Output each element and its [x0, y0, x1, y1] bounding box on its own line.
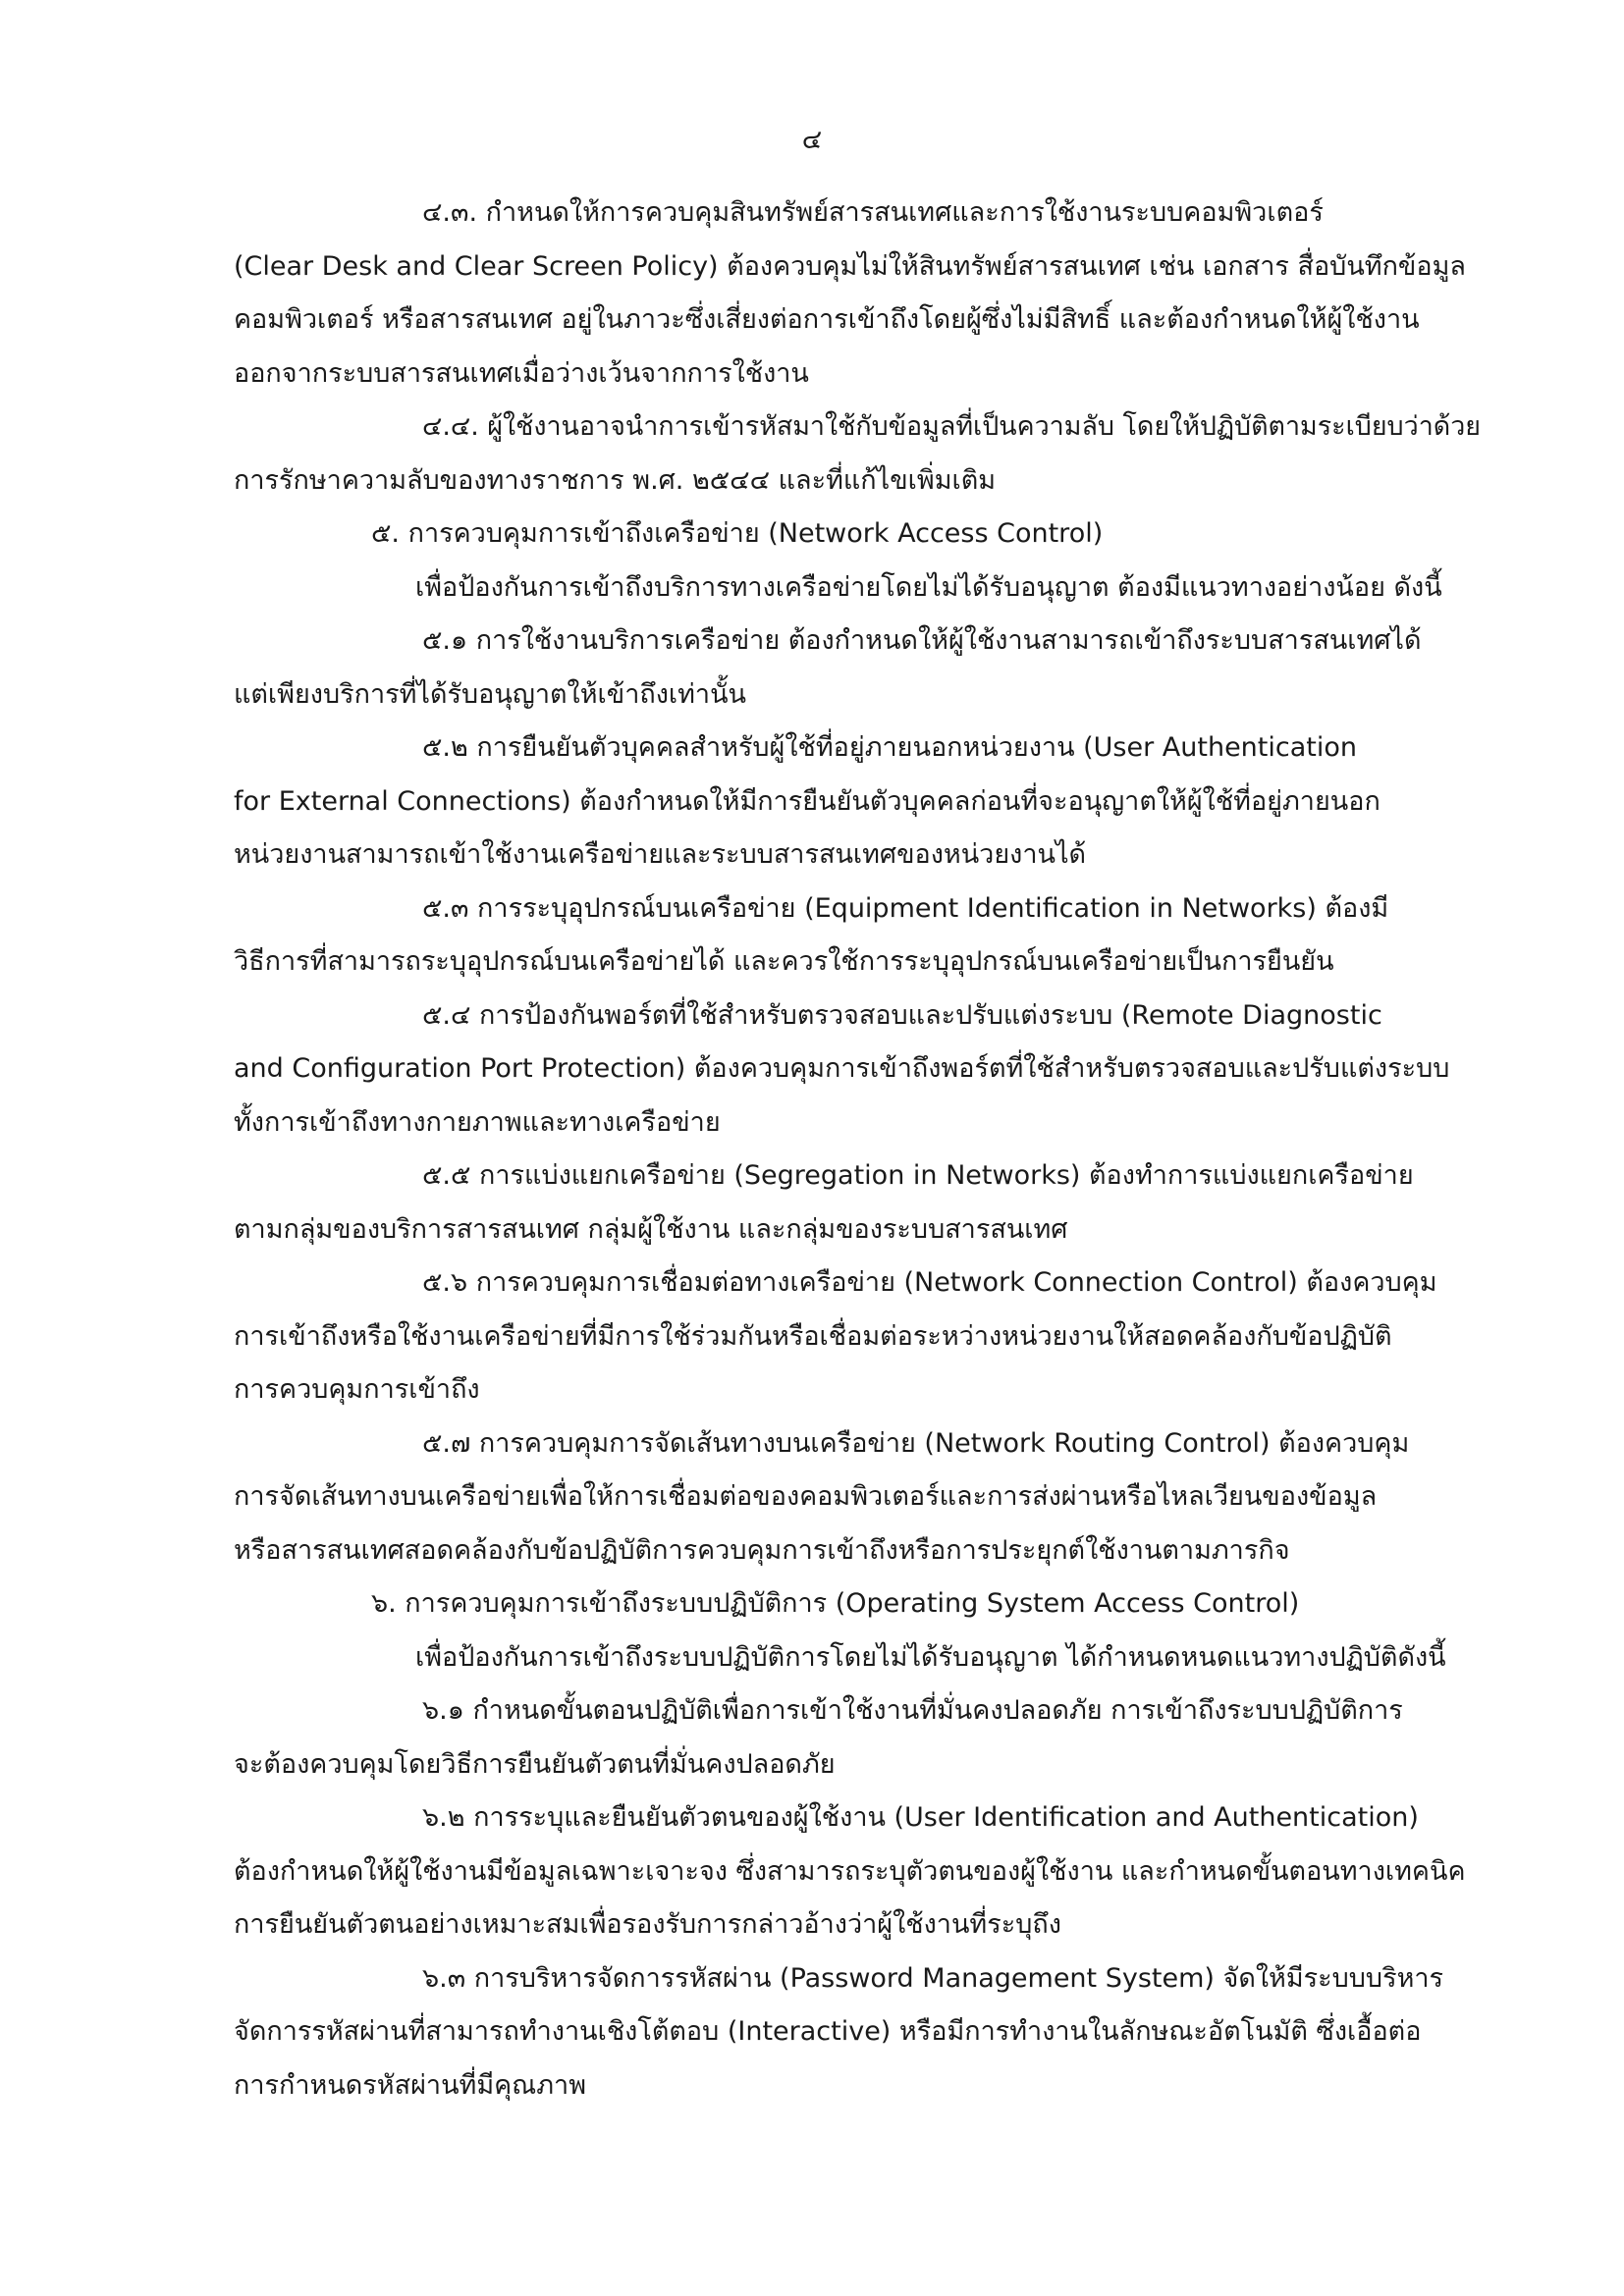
text-line: ๕. การควบคุมการเข้าถึงเครือข่าย (Network Access Control) — [371, 518, 1104, 549]
text-line: ๕.๒ การยืนยันตัวบุคคลสำหรับผู้ใช้ที่อยู่ภายนอกหน่วยงาน (User Authentication — [422, 732, 1357, 763]
page-number: ๔ — [801, 125, 823, 155]
text-line: ๕.๖ การควบคุมการเชื่อมต่อทางเครือข่าย (Network Connection Control) ต้องควบคุม — [422, 1267, 1437, 1298]
text-line: ๖.๒ การระบุและยืนยันตัวตนของผู้ใช้งาน (User Identification and Authentication) — [422, 1802, 1419, 1833]
text-line: (Clear Desk and Clear Screen Policy) ต้องควบคุมไม่ให้สินทรัพย์สารสนเทศ เช่น เอกสาร สื่อบันทึกข้อมูล — [234, 250, 1466, 282]
text-line: การควบคุมการเข้าถึง — [234, 1374, 480, 1405]
text-line: ๕.๕ การแบ่งแยกเครือข่าย (Segregation in Networks) ต้องทำการแบ่งแยกเครือข่าย — [422, 1160, 1414, 1191]
text-line: ๖. การควบคุมการเข้าถึงระบบปฏิบัติการ (Operating System Access Control) — [371, 1588, 1300, 1619]
text-line: เพื่อป้องกันการเข้าถึงระบบปฏิบัติการโดยไม่ได้รับอนุญาต ได้กำหนดหนดแนวทางปฏิบัติดังนี้ — [415, 1641, 1446, 1673]
text-line: คอมพิวเตอร์ หรือสารสนเทศ อยู่ในภาวะซึ่งเสี่ยงต่อการเข้าถึงโดยผู้ซึ่งไม่มีสิทธิ์ และต้องกำหนดให้ผู้ใช้งาน — [234, 304, 1420, 335]
text-line: ๖.๑ กำหนดขั้นตอนปฏิบัติเพื่อการเข้าใช้งานที่มั่นคงปลอดภัย การเข้าถึงระบบปฏิบัติการ — [422, 1695, 1403, 1726]
text-line: ๕.๗ การควบคุมการจัดเส้นทางบนเครือข่าย (Network Routing Control) ต้องควบคุม — [422, 1427, 1410, 1459]
text-line: ๔.๓. กำหนดให้การควบคุมสินทรัพย์สารสนเทศและการใช้งานระบบคอมพิวเตอร์ — [422, 197, 1324, 228]
text-line: ๕.๓ การระบุอุปกรณ์บนเครือข่าย (Equipment Identification in Networks) ต้องมี — [422, 892, 1389, 924]
text-line: ออกจากระบบสารสนเทศเมื่อว่างเว้นจากการใช้งาน — [234, 357, 809, 389]
text-line: หรือสารสนเทศสอดคล้องกับข้อปฏิบัติการควบคุมการเข้าถึงหรือการประยุกต์ใช้งานตามภารกิจ — [234, 1534, 1290, 1566]
text-line: การจัดเส้นทางบนเครือข่ายเพื่อให้การเชื่อมต่อของคอมพิวเตอร์และการส่งผ่านหรือไหลเวียนของข้อมูล — [234, 1481, 1378, 1512]
text-line: ตามกลุ่มของบริการสารสนเทศ กลุ่มผู้ใช้งาน และกลุ่มของระบบสารสนเทศ — [234, 1213, 1068, 1245]
text-line: การกำหนดรหัสผ่านที่มีคุณภาพ — [234, 2069, 586, 2101]
text-line: ทั้งการเข้าถึงทางกายภาพและทางเครือข่าย — [234, 1106, 721, 1138]
text-line: การรักษาความลับของทางราชการ พ.ศ. ๒๕๔๔ และที่แก้ไขเพิ่มเติม — [234, 464, 997, 496]
document-body — [234, 187, 1481, 2112]
text-line: การยืนยันตัวตนอย่างเหมาะสมเพื่อรองรับการกล่าวอ้างว่าผู้ใช้งานที่ระบุถึง — [234, 1909, 1061, 1940]
text-line: ๖.๓ การบริหารจัดการรหัสผ่าน (Password Management System) จัดให้มีระบบบริหาร — [422, 1962, 1444, 1994]
text-line: จะต้องควบคุมโดยวิธีการยืนยันตัวตนที่มั่นคงปลอดภัย — [234, 1748, 836, 1780]
text-line: เพื่อป้องกันการเข้าถึงบริการทางเครือข่ายโดยไม่ได้รับอนุญาต ต้องมีแนวทางอย่างน้อย ดังนี้ — [415, 571, 1442, 603]
text-line: หน่วยงานสามารถเข้าใช้งานเครือข่ายและระบบสารสนเทศของหน่วยงานได้ — [234, 839, 1087, 870]
text-line: ๕.๑ การใช้งานบริการเครือข่าย ต้องกำหนดให้ผู้ใช้งานสามารถเข้าถึงระบบสารสนเทศได้ — [422, 625, 1422, 656]
text-line: วิธีการที่สามารถระบุอุปกรณ์บนเครือข่ายได้ และควรใช้การระบุอุปกรณ์บนเครือข่ายเป็นการยืนยัน — [234, 946, 1334, 977]
text-line: ต้องกำหนดให้ผู้ใช้งานมีข้อมูลเฉพาะเจาะจง ซึ่งสามารถระบุตัวตนของผู้ใช้งาน และกำหนดขั้นตอนทางเทคนิค — [234, 1855, 1466, 1887]
text-line: ๕.๔ การป้องกันพอร์ตที่ใช้สำหรับตรวจสอบและปรับแต่งระบบ (Remote Diagnostic — [422, 999, 1382, 1031]
text-line: แต่เพียงบริการที่ได้รับอนุญาตให้เข้าถึงเท่านั้น — [234, 678, 747, 710]
text-line: and Configuration Port Protection) ต้องควบคุมการเข้าถึงพอร์ตที่ใช้สำหรับตรวจสอบและปรับแต่งระบบ — [234, 1053, 1450, 1084]
text-line: for External Connections) ต้องกำหนดให้มีการยืนยันตัวบุคคลก่อนที่จะอนุญาตให้ผู้ใช้ที่อยู่ภายนอก — [234, 785, 1380, 817]
text-line: การเข้าถึงหรือใช้งานเครือข่ายที่มีการใช้ร่วมกันหรือเชื่อมต่อระหว่างหน่วยงานให้สอดคล้องกับข้อปฏิบัติ — [234, 1320, 1392, 1352]
text-line: ๔.๔. ผู้ใช้งานอาจนำการเข้ารหัสมาใช้กับข้อมูลที่เป็นความลับ โดยให้ปฏิบัติตามระเบียบว่าด้วย — [422, 411, 1482, 442]
text-line: จัดการรหัสผ่านที่สามารถทำงานเชิงโต้ตอบ (Interactive) หรือมีการทำงานในลักษณะอัตโนมัติ ซึ่งเอื้อต่อ — [234, 2016, 1422, 2047]
